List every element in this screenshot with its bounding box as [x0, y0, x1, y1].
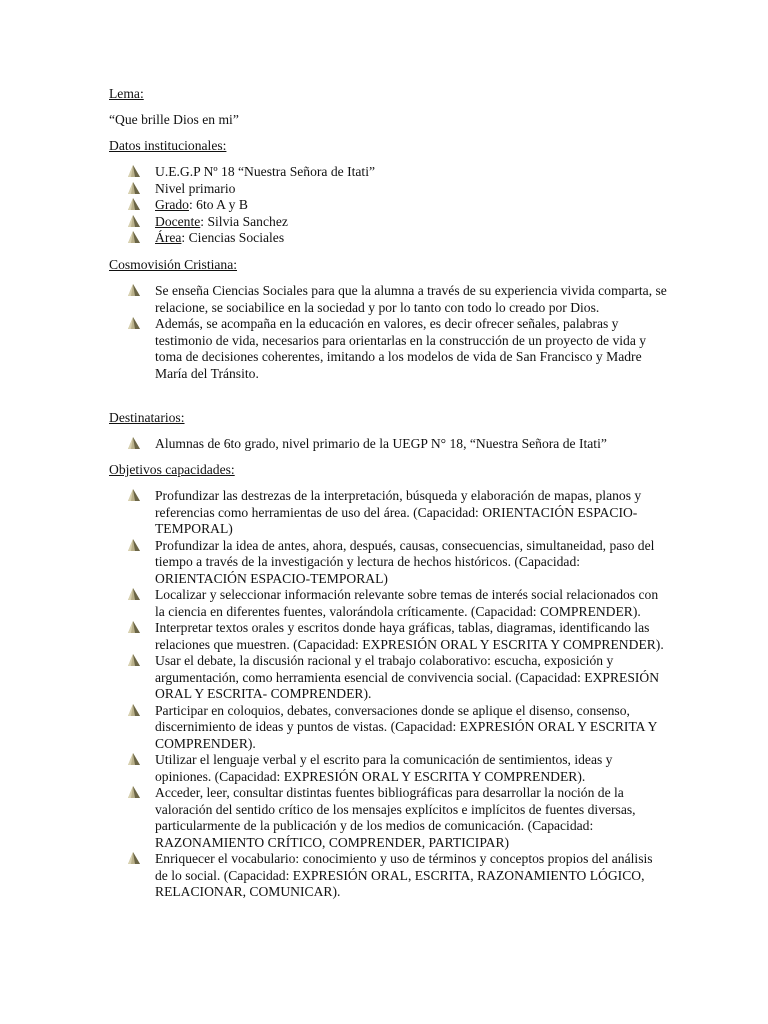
list-item: Interpretar textos orales y escritos donde haya gráficas, tablas, diagramas, identificando las relaciones que muestren. (Capacidad: EXPRESIÓN ORAL Y ESCRITA Y COMPRENDER). [127, 620, 667, 653]
list-item: Participar en coloquios, debates, conversaciones donde se aplique el disenso, consenso, discernimiento de ideas y puntos de vistas. (Capacidad: EXPRESIÓN ORAL Y ESCRITA Y COMPRENDER). [127, 703, 667, 753]
bullet-icon [127, 317, 141, 330]
bullet-icon [127, 198, 141, 211]
list-item: Alumnas de 6to grado, nivel primario de la UEGP N° 18, “Nuestra Señora de Itati” [127, 436, 667, 453]
list-item: U.E.G.P Nº 18 “Nuestra Señora de Itati” [127, 164, 667, 181]
bullet-icon [127, 489, 141, 502]
bullet-icon [127, 753, 141, 766]
bullet-icon [127, 215, 141, 228]
cosmovision-list [127, 283, 667, 382]
bullet-icon [127, 588, 141, 601]
datos-heading: Datos institucionales: [109, 138, 227, 153]
list-item: Nivel primario [127, 181, 667, 198]
objetivos-heading: Objetivos capacidades: [109, 462, 235, 477]
bullet-icon [127, 284, 141, 297]
destinatarios-list [127, 436, 667, 453]
bullet-icon [127, 852, 141, 865]
area-label: Área [155, 230, 182, 245]
destinatarios-heading: Destinatarios: [109, 410, 185, 425]
list-item: Docente: Silvia Sanchez [127, 214, 667, 231]
bullet-icon [127, 182, 141, 195]
grado-label: Grado [155, 197, 189, 212]
list-item: Enriquecer el vocabulario: conocimiento y uso de términos y conceptos propios del análisis de lo social. (Capacidad: EXPRESIÓN ORAL, ESCRITA, RAZONAMIENTO LÓGICO, RELACIONAR, COMUNICAR). [127, 851, 667, 901]
list-item: Además, se acompaña en la educación en valores, es decir ofrecer señales, palabras y testimonio de vida, necesarios para orientarlas en la construcción de un proyecto de vida y toma de decisiones coherentes, imitando a los modelos de vida de San Francisco y Madre María del Tránsito. [127, 316, 667, 382]
bullet-icon [127, 704, 141, 717]
bullet-icon [127, 231, 141, 244]
list-item: Grado: 6to A y B [127, 197, 667, 214]
bullet-icon [127, 539, 141, 552]
list-item: Utilizar el lenguaje verbal y el escrito para la comunicación de sentimientos, ideas y opiniones. (Capacidad: EXPRESIÓN ORAL Y ESCRITA Y COMPRENDER). [127, 752, 667, 785]
bullet-icon [127, 437, 141, 450]
bullet-icon [127, 621, 141, 634]
list-item: Profundizar las destrezas de la interpretación, búsqueda y elaboración de mapas, planos y referencias como herramientas de uso del área. (Capacidad: ORIENTACIÓN ESPACIO-TEMPORAL) [127, 488, 667, 538]
objetivos-list [127, 488, 667, 901]
list-item: Usar el debate, la discusión racional y el trabajo colaborativo: escucha, exposición y argumentación, como herramienta esencial de convivencia social. (Capacidad: EXPRESIÓN ORAL Y ESCRITA- COMPRENDER). [127, 653, 667, 703]
bullet-icon [127, 165, 141, 178]
lema-text: “Que brille Dios en mi” [109, 112, 239, 127]
list-item: Área: Ciencias Sociales [127, 230, 667, 247]
bullet-icon [127, 654, 141, 667]
datos-list [127, 164, 667, 247]
docente-label: Docente [155, 213, 201, 229]
list-item: Se enseña Ciencias Sociales para que la alumna a través de su experiencia vivida comparta, se relacione, se sociabilice en la sociedad y por lo tanto con todo lo creado por Dios. [127, 283, 667, 316]
bullet-icon [127, 786, 141, 799]
list-item: Acceder, leer, consultar distintas fuentes bibliográficas para desarrollar la noción de la valoración del sentido crítico de los mensajes explícitos e implícitos de fuentes diversas, particularmente de la publicación y de los medios de comunicación. (Capacidad: RAZONAMIENTO CRÍTICO, COMPRENDER, PARTICIPAR) [127, 785, 667, 851]
list-item: Localizar y seleccionar información relevante sobre temas de interés social relacionados con la ciencia en diferentes fuentes, valorándola críticamente. (Capacidad: COMPRENDER). [127, 587, 667, 620]
list-item: Profundizar la idea de antes, ahora, después, causas, consecuencias, simultaneidad, paso del tiempo a través de la investigación y lectura de hechos históricos. (Capacidad: ORIENTACIÓN ESPACIO-TEMPORAL) [127, 538, 667, 588]
cosmovision-heading: Cosmovisión Cristiana: [109, 257, 238, 272]
lema-heading: Lema: [109, 86, 144, 101]
